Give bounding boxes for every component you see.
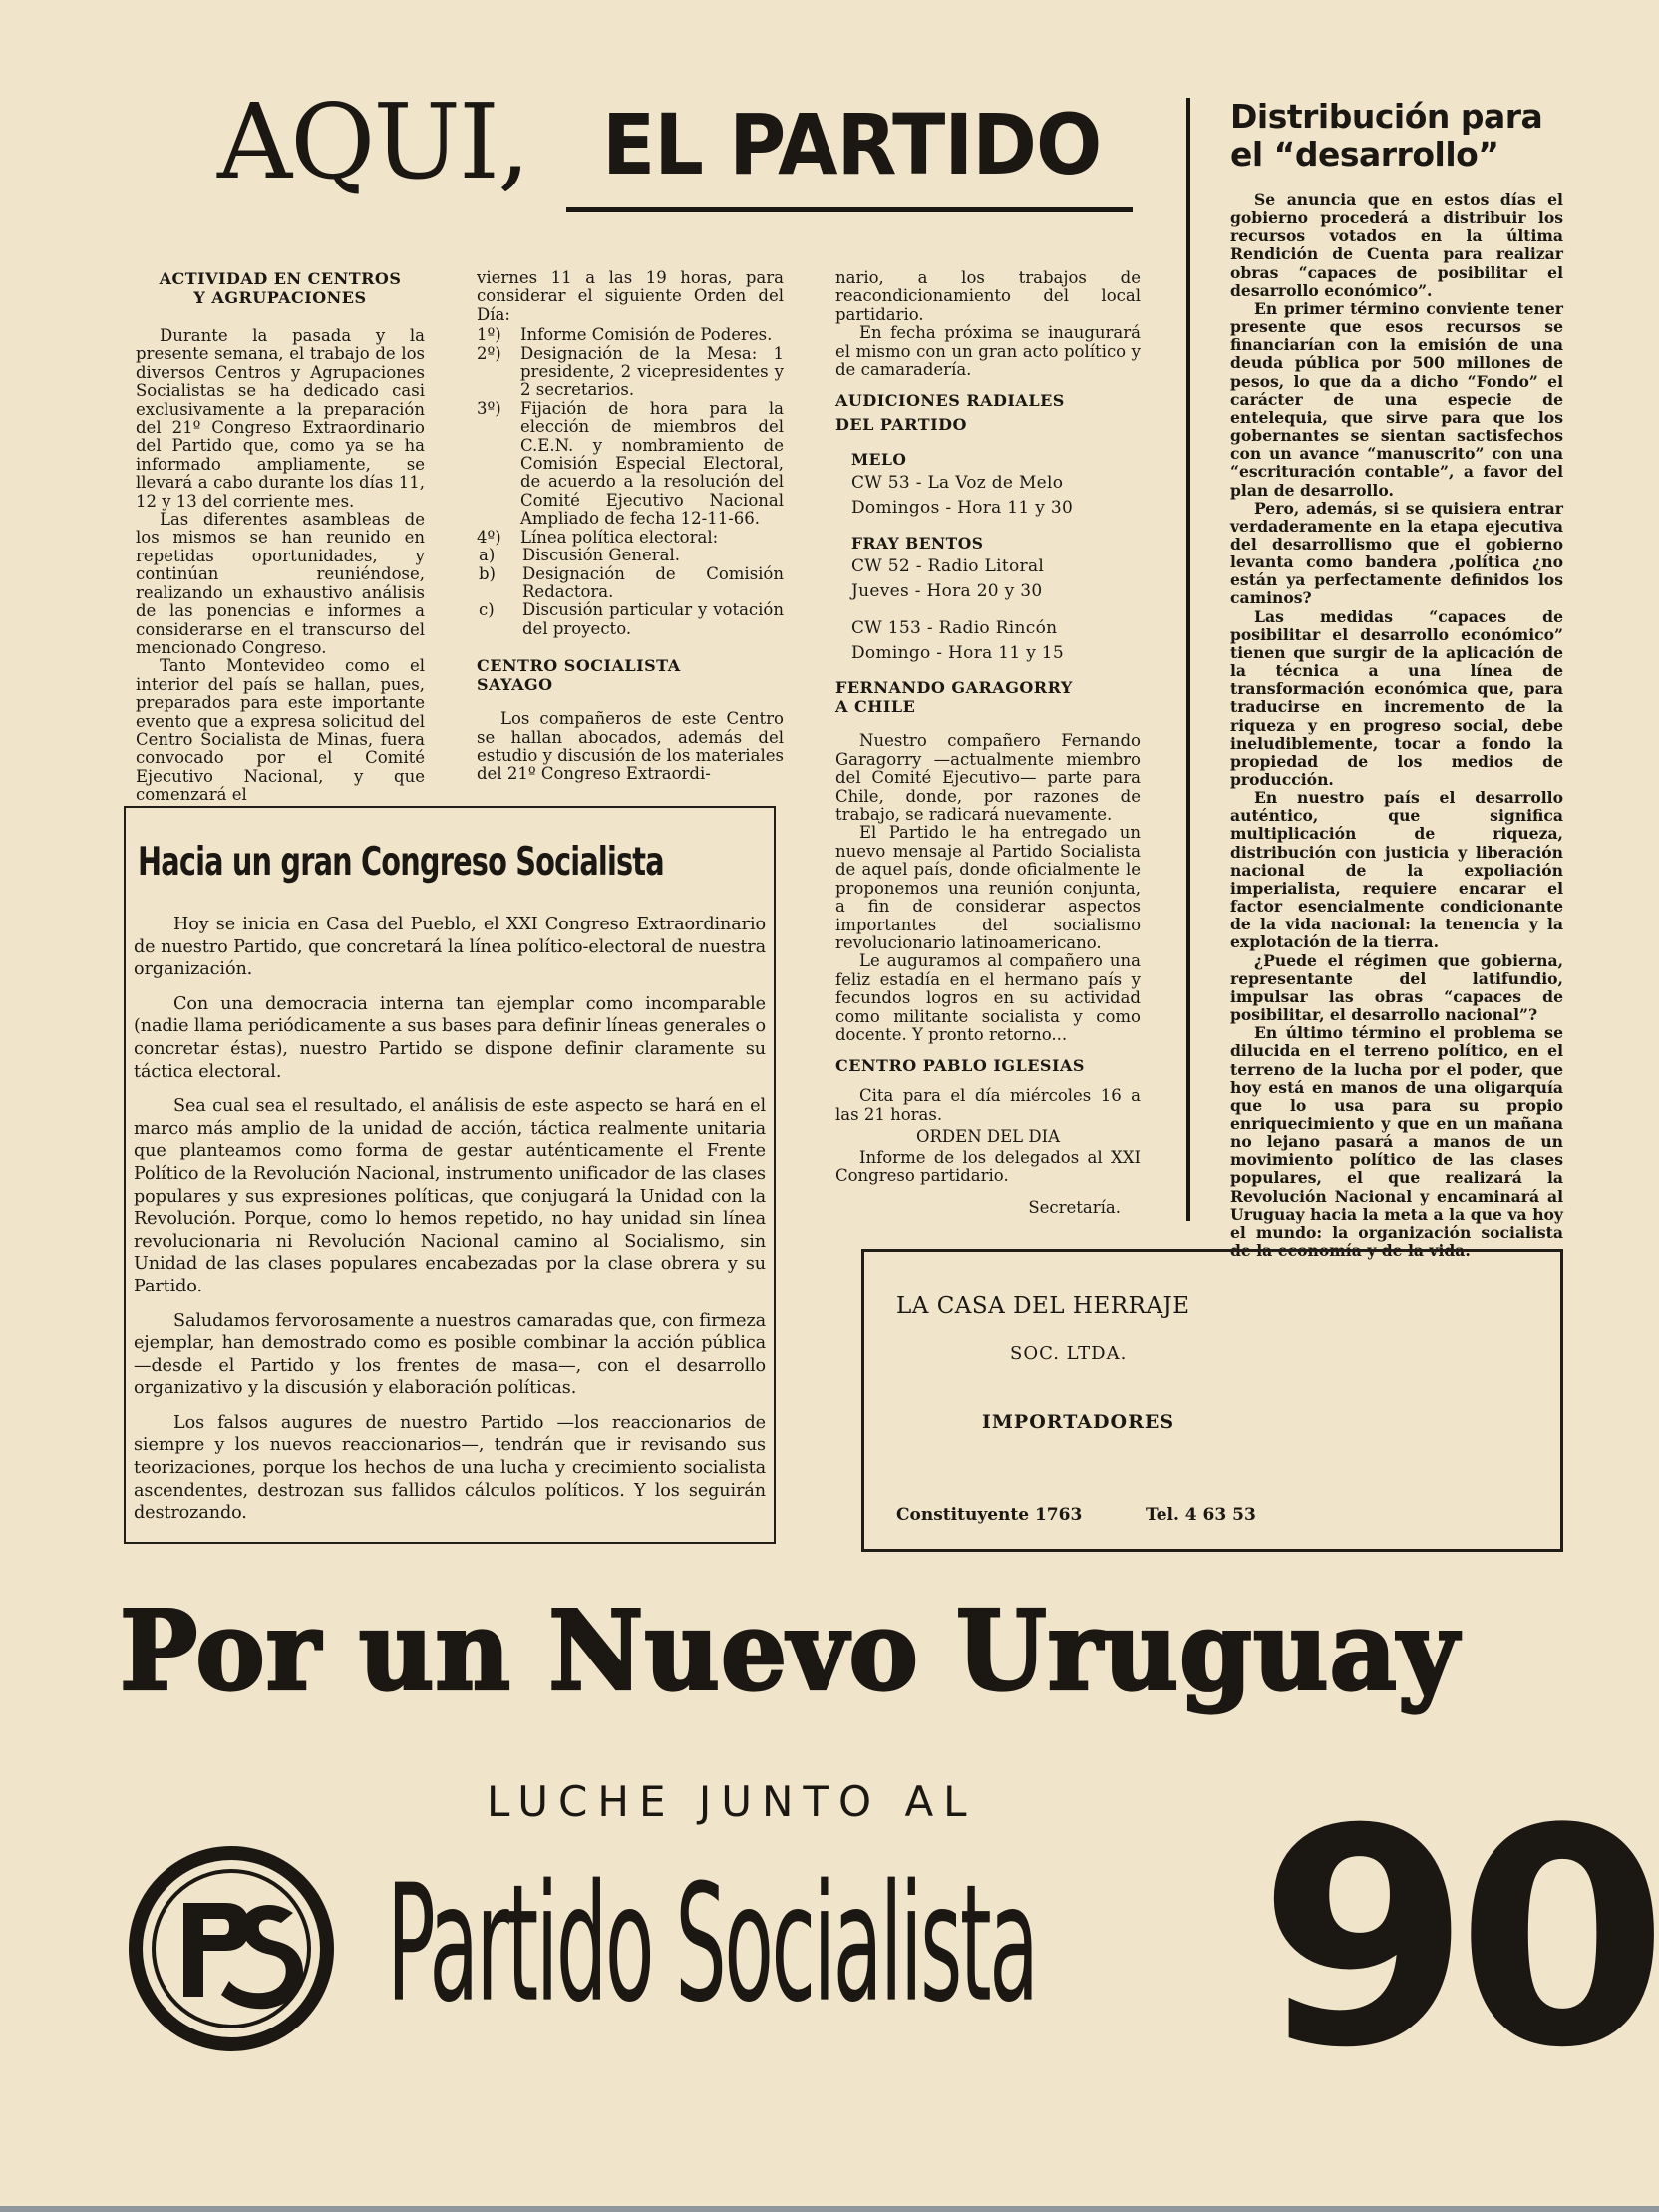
- radio-fraybentos-station: CW 52 - Radio Litoral: [851, 556, 1045, 577]
- heading-sayago-2: SAYAGO: [477, 675, 553, 695]
- list-item: c) Discusión particular y votación del proyecto.: [479, 600, 784, 638]
- masthead-underline: [566, 207, 1133, 212]
- congreso-paragraph: Hoy se inicia en Casa del Pueblo, el XXI Congreso Extraordinario de nuestro Partido, que concretará la línea político-electoral de nuestra organización.: [134, 915, 766, 980]
- pablo-paragraph: Informe de los delegados al XXI Congreso partidario.: [835, 1147, 1141, 1185]
- masthead-el-partido: EL PARTIDO: [602, 97, 1102, 194]
- heading-actividad-2: Y AGRUPACIONES: [193, 288, 367, 307]
- distribucion-title: Distribución para el “desarrollo”: [1230, 97, 1543, 174]
- distribucion-paragraph: Se anuncia que en estos días el gobierno procederá a distribuir los recursos votados en la última Rendición de Cuenta para realizar obras “capaces de posibilitar el desarrollo económico”.: [1230, 190, 1563, 300]
- distribucion-paragraph: ¿Puede el régimen que gobierna, representante del latifundio, impulsar las obras “capaces de posibilitar, el desarrollo nacional”?: [1230, 950, 1563, 1025]
- column-rule: [1186, 98, 1190, 1221]
- distribucion-paragraph: Pero, además, si se quisiera entrar verdaderamente en la etapa ejecutiva del desarrollismo que el gobierno levanta como bandera ,política ¿no están ya perfectamente definidos los caminos?: [1230, 498, 1563, 608]
- distribucion-paragraph: En nuestro país el desarrollo auténtico, que significa multiplicación de riqueza, distribución con justicia y liberación nacional de la expoliación imperialista, requiere encarar el factor esencialmente condicionante de la vida nacional: la tenencia y la explotación de la tierra.: [1230, 788, 1563, 952]
- radio-fraybentos-time: Jueves - Hora 20 y 30: [851, 581, 1043, 602]
- orden-intro: viernes 11 a las 19 horas, para considerar el siguiente Orden del Día:: [477, 268, 784, 324]
- ad-telephone: Tel. 4 63 53: [1146, 1505, 1256, 1525]
- banner-partido-socialista: Partido Socialista: [387, 1850, 1037, 2038]
- garagorry-paragraph: El Partido le ha entregado un nuevo mensaje al Partido Socialista de aquel país, donde oficialmente le proponemos una reunión conjunta, a fin de considerar aspectos importantes del socialismo revolucionario latinoamericano.: [835, 823, 1141, 952]
- congreso-body: [134, 914, 766, 1525]
- distribucion-paragraph: Las medidas “capaces de posibilitar el desarrollo económico” tienen que surgir de la aplicación de la técnica a una línea de transformación económica que, para traducirse en incremento de la riqueza y en progreso social, debe ineludiblemente, tocar a fondo la propiedad de los medios de producción.: [1230, 606, 1563, 789]
- orden-del-dia-list: [477, 326, 784, 638]
- list-item: 3º) Fijación de hora para la elección de miembros del C.E.N. y nombramiento de Comisión Especial Electoral, de acuerdo a la resolución del Comité Ejecutivo Nacional Ampliado de fecha 12-11-66.: [477, 398, 784, 529]
- page-bottom-edge: [0, 2206, 1659, 2212]
- heading-garagorry-1: FERNANDO GARAGORRY: [835, 678, 1073, 698]
- heading-pablo-iglesias: CENTRO PABLO IGLESIAS: [835, 1056, 1085, 1076]
- garagorry-paragraph: Nuestro compañero Fernando Garagorry —actualmente miembro del Comité Ejecutivo— parte para Chile, donde, por razones de trabajo, se radicará nuevamente.: [835, 731, 1141, 825]
- radio-melo-title: MELO: [851, 450, 907, 470]
- masthead-aqui: AQUI,: [217, 81, 529, 202]
- ad-address: Constituyente 1763: [896, 1505, 1083, 1525]
- column-orden: [477, 269, 784, 784]
- column-radio: [835, 269, 1141, 1218]
- garagorry-paragraph: Le auguramos al compañero una feliz estadía en el hermano país y fecundos logros en su actividad como militante socialista y como docente. Y pronto retorno...: [835, 951, 1141, 1044]
- heading-audiciones-1: AUDICIONES RADIALES: [835, 391, 1065, 411]
- list-item: 4º) Línea política electoral:: [477, 527, 719, 547]
- list-item: b) Designación de Comisión Redactora.: [479, 563, 784, 601]
- col3-paragraph: nario, a los trabajos de reacondicionamiento del local partidario.: [835, 268, 1141, 324]
- actividad-paragraph: Tanto Montevideo como el interior del país se hallan, pues, preparados para este importante evento que a expresa solicitud del Centro Socialista de Minas, fuera convocado por el Comité Ejecutivo Nacional, y que comenzará el: [136, 656, 425, 805]
- ad-casa-del-herraje: [861, 1249, 1563, 1552]
- congreso-paragraph: Sea cual sea el resultado, el análisis de este aspecto se hará en el marco más amplio de la unidad de acción, táctica realmente unitaria que planteamos como forma de gestar auténticamente el Frente Político de la Revolución Nacional, instrumento unificador de las clases populares y sus expresiones políticas, que conjugará la Unidad con la Revolución. Porque, como lo hemos repetido, no hay unidad sin línea revolucionaria ni Revolución Nacional camino al Socialismo, sin Unidad de las clases populares encabezadas por la clase obrera y su Partido.: [134, 1096, 766, 1296]
- congreso-title: Hacia un gran Congreso Socialista: [138, 840, 664, 885]
- congreso-paragraph: Con una democracia interna tan ejemplar como incomparable (nadie llama periódicamente a sus bases para definir líneas generales o concretar éstas), nuestro Partido se dispone definir claramente su táctica electoral.: [134, 993, 766, 1082]
- distribucion-body: [1230, 191, 1563, 1260]
- heading-sayago-1: CENTRO SOCIALISTA: [477, 656, 681, 676]
- actividad-paragraph: Las diferentes asambleas de los mismos se han reunido en repetidas oportunidades, y continúan reuniéndose, realizando un exhaustivo análisis de las ponencias e informes a considerarse en el transcurso del mencionado Congreso.: [136, 510, 425, 657]
- column-actividad: [136, 269, 425, 805]
- congreso-box: [124, 806, 776, 1544]
- distribucion-paragraph: En primer término conviente tener presente que esos recursos se financiarían con la emisión de una deuda pública por 500 millones de pesos, lo que da a dicho “Fondo” el carácter de una especie de entelequia, que sirve para que los gobernantes se sientan sactisfechos con un avance “manuscrito” con una “escrituración contable”, a favor del plan de desarrollo.: [1230, 298, 1563, 500]
- heading-garagorry-2: A CHILE: [835, 697, 916, 717]
- radio-melo-time: Domingos - Hora 11 y 30: [851, 498, 1074, 519]
- heading-audiciones-2: DEL PARTIDO: [835, 415, 967, 435]
- congreso-paragraph: Saludamos fervorosamente a nuestros camaradas que, con firmeza ejemplar, han demostrado como es posible combinar la acción pública —desde el Partido y los frentes de masa—, con el desarrollo organizativo y la discusión y elaboración políticas.: [134, 1310, 766, 1399]
- heading-actividad-1: ACTIVIDAD EN CENTROS: [159, 269, 402, 288]
- pablo-paragraph: Cita para el día miércoles 16 a las 21 horas.: [835, 1086, 1141, 1124]
- list-item: 1º) Informe Comisión de Poderes.: [477, 325, 773, 345]
- list-item: 2º) Designación de la Mesa: 1 presidente, 2 vicepresidentes y 2 secretarios.: [477, 343, 784, 400]
- radio-rincon-time: Domingo - Hora 11 y 15: [851, 643, 1065, 664]
- congreso-paragraph: Los falsos augures de nuestro Partido —los reaccionarios de siempre y los nuevos reaccionarios—, tendrán que ir revisando sus teorizaciones, porque los hechos de una lucha y crecimiento socialista ascendentes, destrozan sus fallidos cálculos políticos. Y los seguirán destrozando.: [134, 1412, 766, 1524]
- ad-soc: SOC. LTDA.: [1010, 1343, 1128, 1364]
- banner-headline: Por un Nuevo Uruguay: [120, 1586, 1460, 1715]
- banner-luche: LUCHE JUNTO AL: [487, 1777, 977, 1826]
- actividad-paragraph: Durante la pasada y la presente semana, el trabajo de los diversos Centros y Agrupaciones Socialistas se ha dedicado casi exclusivamente a la preparación del 21º Congreso Extraordinario del Partido que, como ya se ha informado ampliamente, se llevará a cabo durante los días 11, 12 y 13 del corriente mes.: [136, 326, 425, 511]
- radio-melo-station: CW 53 - La Voz de Melo: [851, 473, 1064, 494]
- banner-lista-number: 90: [1258, 1765, 1655, 2113]
- ad-name: LA CASA DEL HERRAJE: [896, 1293, 1190, 1319]
- radio-rincon-station: CW 153 - Radio Rincón: [851, 618, 1058, 639]
- distribucion-paragraph: En último término el problema se dilucida en el terreno político, en el terreno de la lucha por el poder, que hoy está en manos de una oligarquía que lo usa para su propio enriquecimiento y que en un mañana no lejano pasará a manos de un movimiento político de las clases populares, el que realizará la Revolución Nacional y encaminará al Uruguay hacia la meta a la que va hoy el mundo: la organización socialista de la economía y de la vida.: [1230, 1023, 1563, 1261]
- sayago-paragraph: Los compañeros de este Centro se hallan abocados, además del estudio y discusión de los materiales del 21º Congreso Extraordi-: [477, 709, 784, 784]
- list-item: a) Discusión General.: [479, 546, 680, 565]
- secretaria-signoff: Secretaría.: [1028, 1198, 1121, 1218]
- orden-del-dia-label: ORDEN DEL DIA: [915, 1127, 1061, 1147]
- ps-logo-icon: [126, 1843, 337, 2054]
- col3-paragraph: En fecha próxima se inaugurará el mismo con un gran acto político y de camaradería.: [835, 323, 1141, 380]
- ad-importadores: IMPORTADORES: [982, 1411, 1175, 1433]
- radio-fraybentos-title: FRAY BENTOS: [851, 534, 984, 553]
